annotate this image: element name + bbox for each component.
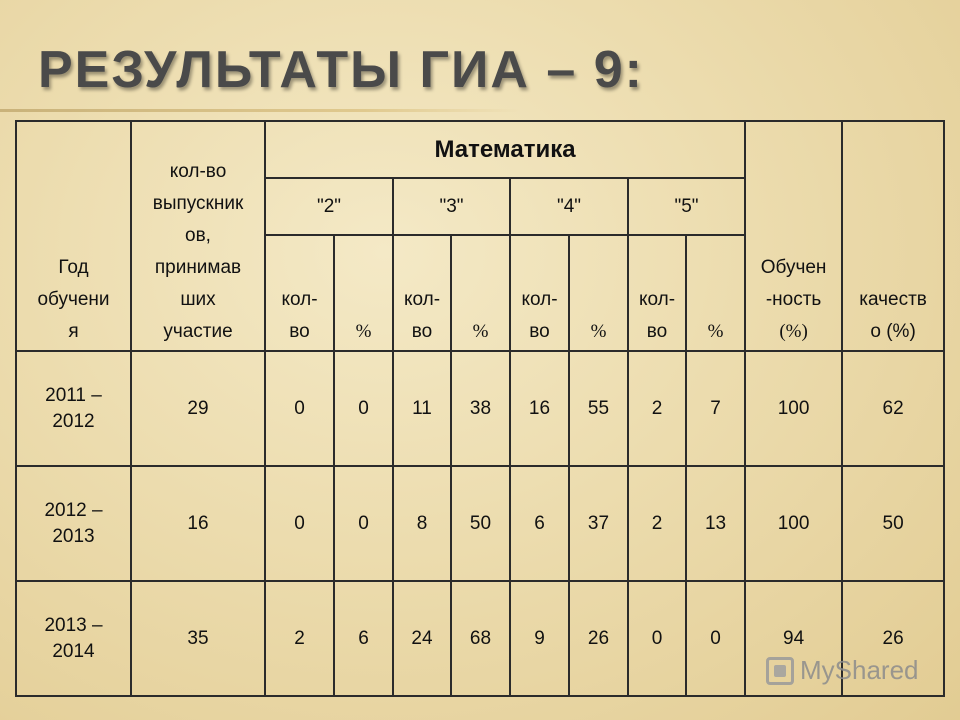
grade2-percent-cell: 0 (334, 351, 393, 466)
header-subject: Математика (265, 121, 745, 178)
header-graduates-line: ших (180, 289, 216, 310)
header-graduates-line: принимав (154, 257, 242, 278)
grade2-percent-cell: 6 (334, 581, 393, 696)
grade4-percent-cell: 37 (569, 466, 628, 581)
slide-title: РЕЗУЛЬТАТЫ ГИА – 9: (38, 41, 644, 99)
header-count-line: во (529, 321, 550, 342)
header-count (628, 235, 686, 351)
year-cell (16, 351, 131, 466)
grade4-count-cell: 16 (510, 351, 569, 466)
header-percent: % (451, 235, 510, 351)
grade2-percent-cell: 0 (334, 466, 393, 581)
header-count-line: кол- (638, 289, 676, 310)
header-year-line: я (68, 321, 79, 342)
grade5-count-cell: 2 (628, 351, 686, 466)
grade4-percent-cell: 26 (569, 581, 628, 696)
header-graduates-line: кол-во (169, 161, 227, 182)
header-count-line: во (289, 321, 310, 342)
year-line: 2013 – (44, 614, 103, 636)
header-quality-line: качеств (859, 289, 927, 310)
quality-cell: 62 (842, 351, 944, 466)
grade3-percent-cell: 38 (451, 351, 510, 466)
year-line: 2014 (52, 640, 95, 662)
header-learning-line: (%) (779, 321, 808, 342)
header-count (393, 235, 451, 351)
grade4-count-cell: 9 (510, 581, 569, 696)
year-line: 2011 – (45, 384, 102, 406)
watermark-text: MyShared (800, 655, 919, 685)
header-percent: % (334, 235, 393, 351)
results-table (15, 120, 945, 697)
grade3-count-cell: 11 (393, 351, 451, 466)
table-row (16, 351, 944, 466)
header-graduates (131, 121, 265, 351)
grade3-percent-cell: 50 (451, 466, 510, 581)
header-learning-line: Обучен (760, 257, 827, 278)
grade3-count-cell: 8 (393, 466, 451, 581)
header-count-line: кол- (403, 289, 441, 310)
header-count (510, 235, 569, 351)
grade2-count-cell: 0 (265, 351, 334, 466)
graduates-cell: 35 (131, 581, 265, 696)
grade5-percent-cell: 13 (686, 466, 745, 581)
header-grade-4: "4" (510, 178, 628, 235)
grade3-percent-cell: 68 (451, 581, 510, 696)
year-line: 2013 (52, 525, 95, 547)
grade4-count-cell: 6 (510, 466, 569, 581)
header-year-line: Год (58, 257, 89, 278)
header-grade-5: "5" (628, 178, 745, 235)
watermark (766, 655, 919, 686)
header-graduates-line: участие (163, 321, 233, 342)
header-percent: % (569, 235, 628, 351)
graduates-cell: 29 (131, 351, 265, 466)
grade3-count-cell: 24 (393, 581, 451, 696)
header-count (265, 235, 334, 351)
learning-cell: 94 (745, 581, 842, 696)
grade5-percent-cell: 7 (686, 351, 745, 466)
header-percent: % (686, 235, 745, 351)
header-quality-line: о (%) (870, 321, 916, 342)
quality-cell: 26 (842, 581, 944, 696)
learning-cell: 100 (745, 466, 842, 581)
table-row (16, 466, 944, 581)
header-grade-3: "3" (393, 178, 510, 235)
grade5-count-cell: 0 (628, 581, 686, 696)
quality-cell: 50 (842, 466, 944, 581)
header-count-line: во (411, 321, 433, 342)
header-year (16, 121, 131, 351)
header-grade-2: "2" (265, 178, 393, 235)
grade5-percent-cell: 0 (686, 581, 745, 696)
header-quality (842, 121, 944, 351)
graduates-cell: 16 (131, 466, 265, 581)
year-line: 2012 – (44, 499, 103, 521)
year-cell (16, 466, 131, 581)
year-cell (16, 581, 131, 696)
grade2-count-cell: 0 (265, 466, 334, 581)
grade4-percent-cell: 55 (569, 351, 628, 466)
learning-cell: 100 (745, 351, 842, 466)
header-learning-line: -ность (765, 289, 822, 310)
year-line: 2012 (52, 410, 95, 432)
header-graduates-line: выпускник (152, 193, 244, 214)
header-year-line: обучени (37, 289, 110, 310)
header-count-line: кол- (281, 289, 318, 310)
grade2-count-cell: 2 (265, 581, 334, 696)
header-count-line: кол- (521, 289, 558, 310)
grade5-count-cell: 2 (628, 466, 686, 581)
header-graduates-line: ов, (185, 225, 211, 246)
header-count-line: во (646, 321, 668, 342)
myshared-logo-icon (766, 657, 794, 685)
title-underline (0, 109, 520, 112)
header-learning (745, 121, 842, 351)
